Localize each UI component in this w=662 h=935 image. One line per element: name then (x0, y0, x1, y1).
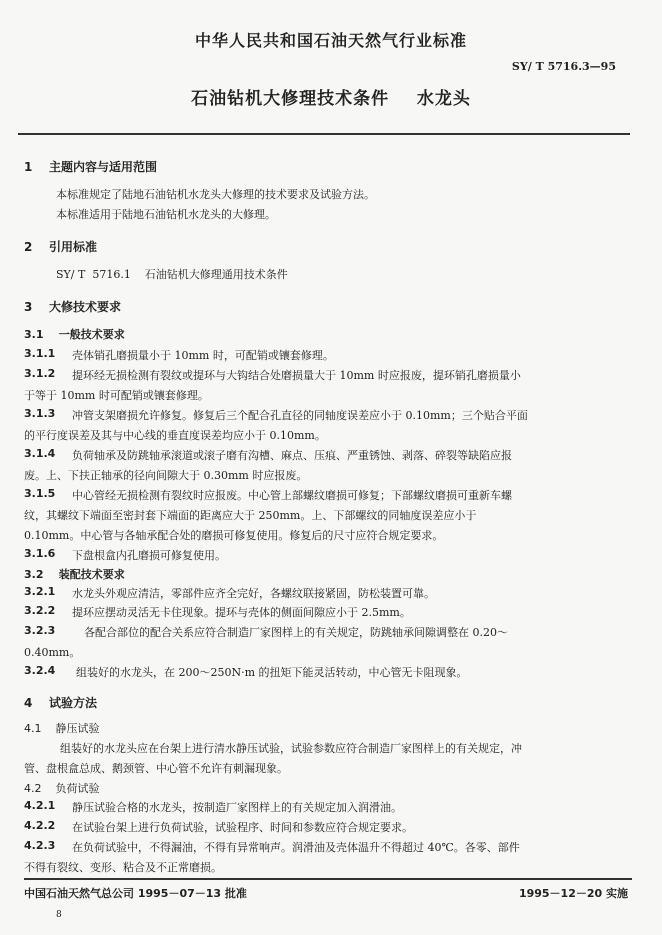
clause-4-2-3-text: 在负荷试验中，不得漏油，不得有异常响声。润滑油及壳体温升不得超过 40℃。各零、部件 (72, 841, 520, 854)
section-1-para-1: 本标准规定了陆地石油钻机水龙头大修理的技术要求及试验方法。 (56, 188, 375, 201)
footer-divider (24, 878, 632, 880)
clause-4-2-2-text: 在试验台架上进行负荷试验，试验程序、时间和参数应符合规定要求。 (72, 821, 413, 834)
section-4-heading: 4 试验方法 (24, 696, 98, 710)
clause-3-1-2-text: 提环经无损检测有裂纹或提环与大钩结合处磨损量大于 10mm 时应报废，提环销孔磨损量小 (72, 369, 521, 382)
subsection-4-2-heading: 4.2 负荷试验 (24, 782, 100, 795)
subsection-4-1-heading: 4.1 静压试验 (24, 722, 100, 735)
clause-number: 3.1.1 (24, 347, 56, 360)
org-title: 中华人民共和国石油天然气行业标准 (194, 31, 467, 50)
clause-3-2-3-text: 各配合部位的配合关系应符合制造厂家图样上的有关规定，防跳轴承间隙调整在 0.20～ (84, 626, 508, 639)
section-1-para-2: 本标准适用于陆地石油钻机水龙头的大修理。 (56, 208, 276, 221)
section-2-heading: 2 引用标准 (24, 240, 98, 254)
clause-3-2-4-text: 组装好的水龙头，在 200～250N·m 的扭矩下能灵活转动，中心管无卡阻现象。 (76, 666, 468, 679)
section-3-heading: 3 大修技术要求 (24, 300, 122, 314)
clause-3-1-4-text-cont: 废。上、下扶正轴承的径向间隙大于 0.30mm 时应报废。 (24, 469, 308, 482)
section-1-heading: 1 主题内容与适用范围 (24, 160, 158, 174)
clause-number: 4.2.3 (24, 839, 56, 852)
page-number: 8 (56, 910, 62, 920)
clause-3-1-6-text: 下盘根盒内孔磨损可修复使用。 (72, 549, 226, 562)
document-title: 石油钻机大修理技术条件 水龙头 (191, 89, 471, 109)
reference-standard: SY/ T 5716.1 石油钻机大修理通用技术条件 (56, 268, 288, 281)
clause-number: 3.1.6 (24, 547, 56, 560)
clause-3-2-2-text: 提环应摆动灵活无卡住现象。提环与壳体的侧面间隙应小于 2.5mm。 (72, 606, 411, 619)
implementation-date: 1995－12－20 实施 (518, 887, 628, 900)
section-4-1-para: 组装好的水龙头应在台架上进行清水静压试验，试验参数应符合制造厂家图样上的有关规定，冲 (60, 742, 522, 755)
clause-3-1-2-text-cont: 于等于 10mm 时可配销或镶套修理。 (24, 389, 209, 402)
subsection-3-2-heading: 3.2 装配技术要求 (24, 568, 125, 581)
clause-3-1-4-text: 负荷轴承及防跳轴承滚道或滚子磨有沟槽、麻点、压痕、严重锈蚀、剥落、碎裂等缺陷应报 (72, 449, 512, 462)
clause-3-1-1-text: 壳体销孔磨损量小于 10mm 时，可配销或镶套修理。 (72, 349, 334, 362)
clause-3-1-3-text-cont: 的平行度误差及其与中心线的垂直度误差均应小于 0.10mm。 (24, 429, 326, 442)
clause-4-2-3-text-cont: 不得有裂纹、变形、粘合及不正常磨损。 (24, 861, 222, 874)
clause-3-1-5-text-cont: 0.10mm。中心管与各轴承配合处的磨损可修复使用。修复后的尺寸应符合规定要求。 (24, 529, 444, 542)
clause-4-2-1-text: 静压试验合格的水龙头，按制造厂家图样上的有关规定加入润滑油。 (72, 801, 402, 814)
clause-3-1-5-text: 中心管经无损检测有裂纹时应报废。中心管上部螺纹磨损可修复；下部螺纹磨损可重新车螺 (72, 489, 512, 502)
clause-number: 4.2.2 (24, 819, 56, 832)
clause-number: 3.1.5 (24, 487, 56, 500)
clause-number: 3.2.2 (24, 604, 56, 617)
clause-number: 3.1.4 (24, 447, 56, 460)
approval-line: 中国石油天然气总公司 1995－07－13 批准 (24, 887, 247, 900)
clause-number: 3.2.3 (24, 624, 56, 637)
clause-number: 3.2.4 (24, 664, 56, 677)
standard-code: SY/ T 5716.3—95 (511, 60, 616, 73)
clause-number: 3.1.3 (24, 407, 56, 420)
clause-number: 3.2.1 (24, 585, 56, 598)
clause-number: 4.2.1 (24, 799, 56, 812)
clause-3-2-3-text-cont: 0.40mm。 (24, 646, 81, 659)
subsection-3-1-heading: 3.1 一般技术要求 (24, 328, 125, 341)
header-divider (18, 133, 630, 135)
section-4-1-para-cont: 管、盘根盒总成、鹅颈管、中心管不允许有刺漏现象。 (24, 762, 288, 775)
clause-3-1-3-text: 冲管支架磨损允许修复。修复后三个配合孔直径的同轴度误差应小于 0.10mm；三个贴合平面 (72, 409, 528, 422)
clause-number: 3.1.2 (24, 367, 56, 380)
clause-3-2-1-text: 水龙头外观应清洁，零部件应齐全完好，各螺纹联接紧固，防松装置可靠。 (72, 587, 435, 600)
clause-3-1-5-text-cont: 纹，其螺纹下端面至密封套下端面的距离应大于 250mm。上、下部螺纹的同轴度误差应小于 (24, 509, 477, 522)
